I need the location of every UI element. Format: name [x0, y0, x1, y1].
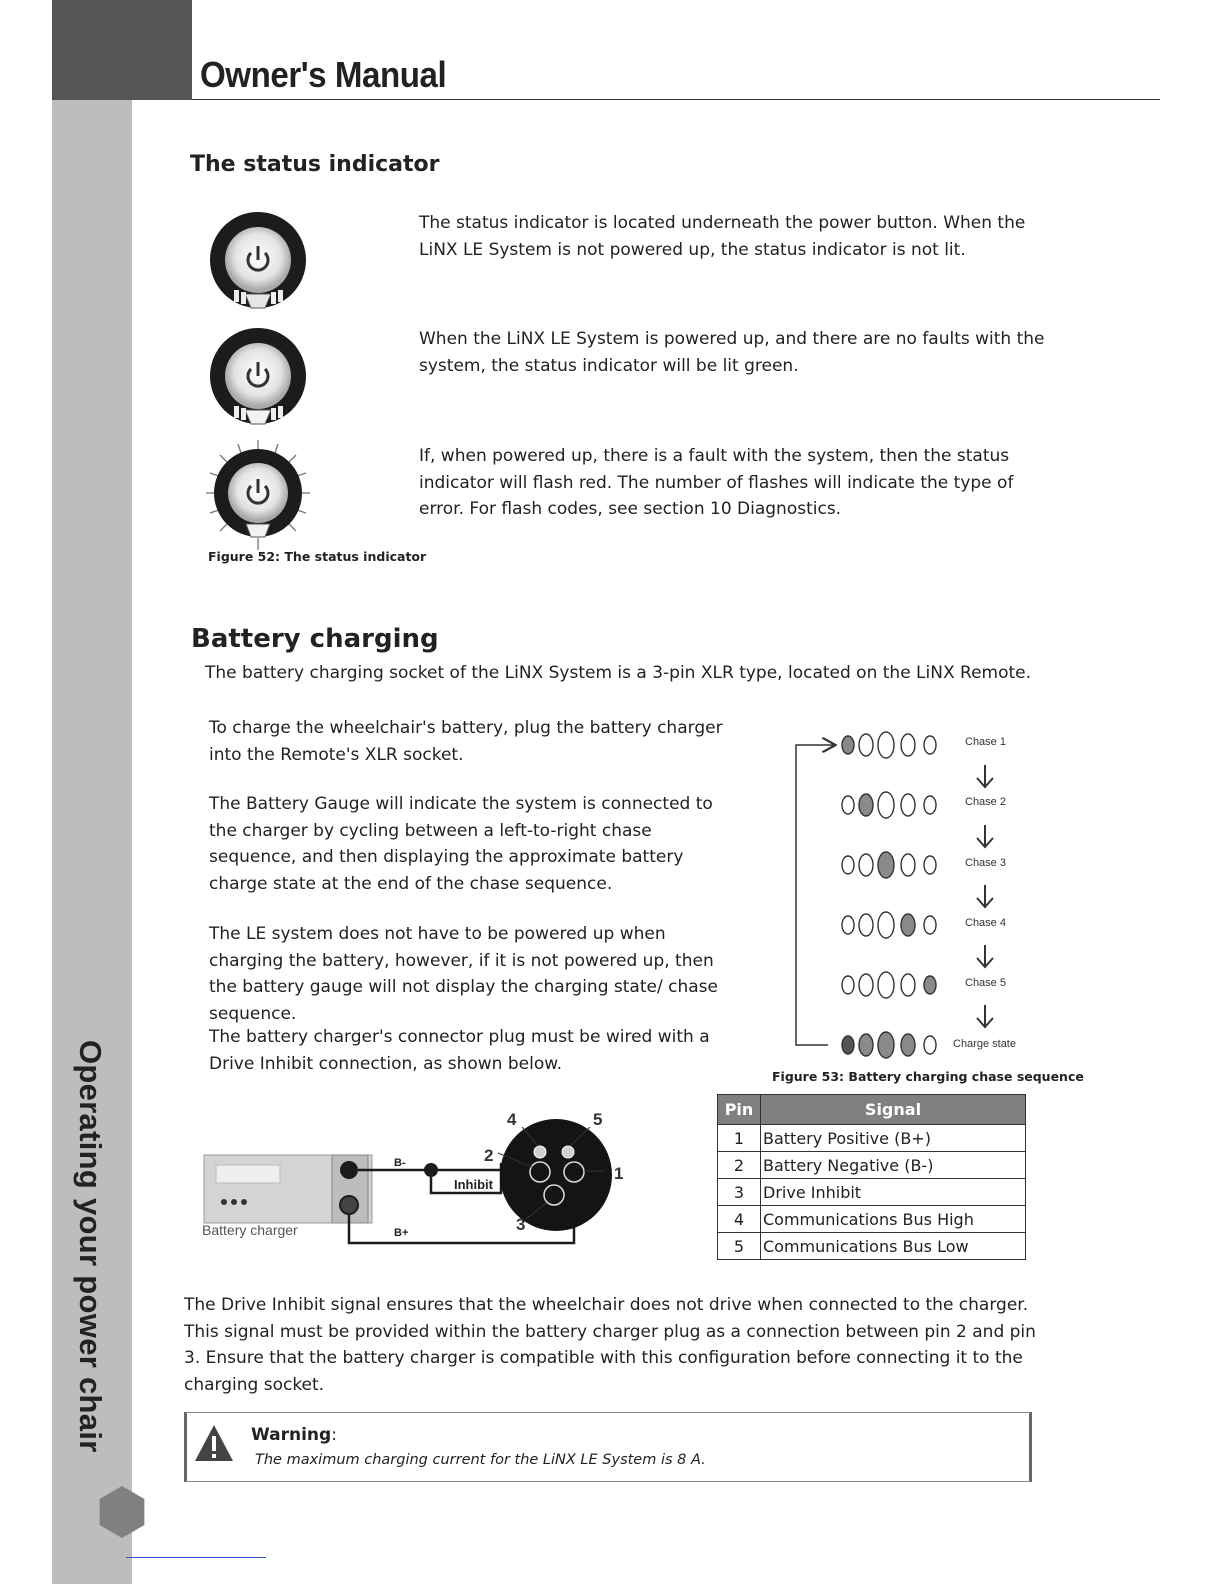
signal-cell: Communications Bus High	[761, 1206, 1026, 1233]
status-para-unlit: The status indicator is located underneath the power button. When the LiNX LE System is not powered up, the status indicator is not lit.	[419, 213, 1026, 260]
gauge-led	[901, 734, 915, 756]
drive-inhibit-para: The Drive Inhibit signal ensures that the wheelchair does not drive when connected to the charger. This signal must be provided within the battery charger plug as a connection between pin 2 and pin 3. Ensure that the battery charger is compatible with this configuration before connecting it to the charging socket.	[184, 1295, 1036, 1395]
gauge-led	[859, 914, 873, 936]
header-block	[52, 0, 192, 100]
gauge-led	[859, 854, 873, 876]
power-button-green-icon	[205, 324, 311, 434]
gauge-led	[901, 1034, 915, 1056]
pin-5-label: 5	[593, 1110, 603, 1129]
gauge-led	[878, 912, 894, 938]
signal-cell: Battery Negative (B-)	[761, 1152, 1026, 1179]
gauge-led	[878, 1032, 894, 1058]
gauge-led	[924, 976, 936, 994]
gauge-led	[878, 792, 894, 818]
gauge-led	[842, 736, 854, 754]
chase-4-label: Chase 4	[965, 917, 1006, 929]
warning-title-wrap	[251, 1425, 337, 1445]
gauge-led	[842, 796, 854, 814]
pin-1-label: 1	[614, 1164, 624, 1183]
charging-para-4: The battery charger's connector plug must be wired with a Drive Inhibit connection, as shown below.	[209, 1027, 710, 1074]
gauge-led	[842, 856, 854, 874]
power-button-unlit-icon	[205, 208, 311, 318]
table-row	[718, 1233, 1026, 1260]
signal-cell: Drive Inhibit	[761, 1179, 1026, 1206]
table-row	[718, 1206, 1026, 1233]
table-row	[718, 1152, 1026, 1179]
status-para-fault: If, when powered up, there is a fault with the system, then the status indicator will flash red. The number of flashes will indicate the type of error. For flash codes, see section 10 Diagnostics.	[419, 446, 1014, 519]
chase-3-label: Chase 3	[965, 857, 1006, 869]
pin-4-label: 4	[507, 1110, 517, 1129]
warning-title: Warning	[251, 1425, 332, 1445]
gauge-led	[924, 796, 936, 814]
table-row	[718, 1125, 1026, 1152]
down-arrow-icon	[977, 1005, 993, 1027]
charging-para-2: The Battery Gauge will indicate the system is connected to the charger by cycling between a left-to-right chase sequence, and then displaying the approximate battery charge state at the end of the chase sequence.	[209, 794, 713, 894]
pin-cell: 3	[718, 1179, 761, 1206]
gauge-led	[878, 732, 894, 758]
warning-triangle-icon	[193, 1423, 235, 1463]
gauge-led	[901, 854, 915, 876]
table-row	[718, 1179, 1026, 1206]
figure-52-caption: Figure 52: The status indicator	[208, 549, 427, 564]
gauge-led	[859, 1034, 873, 1056]
chase-5-label: Chase 5	[965, 977, 1006, 989]
warning-body: The maximum charging current for the LiNX LE System is 8 A.	[255, 1452, 706, 1468]
manual-title: Owner's Manual	[200, 54, 447, 95]
pin-cell: 4	[718, 1206, 761, 1233]
signal-cell: Communications Bus Low	[761, 1233, 1026, 1260]
pin-3-label: 3	[516, 1215, 526, 1234]
battery-charging-heading: Battery charging	[191, 624, 439, 654]
header-rule	[192, 99, 1160, 100]
status-indicator-heading: The status indicator	[190, 152, 440, 177]
pin-cell: 2	[718, 1152, 761, 1179]
down-arrow-icon	[977, 765, 993, 787]
charger-label: Battery charger	[202, 1222, 298, 1238]
gauge-led	[842, 976, 854, 994]
b-plus-label: B+	[394, 1227, 409, 1239]
pin-2-label: 2	[484, 1146, 494, 1165]
pin-cell: 5	[718, 1233, 761, 1260]
gauge-led	[924, 736, 936, 754]
pin-cell: 1	[718, 1125, 761, 1152]
power-button-flashing-icon	[202, 438, 314, 556]
table-header-row	[718, 1095, 1026, 1125]
charging-para-1: To charge the wheelchair's battery, plug the battery charger into the Remote's XLR socket.	[209, 718, 723, 765]
warning-box	[184, 1412, 1032, 1482]
status-para-green: When the LiNX LE System is powered up, and there are no faults with the system, the status indicator will be lit green.	[419, 329, 1045, 376]
charging-para-3: The LE system does not have to be powered up when charging the battery, however, if it is not powered up, then the battery gauge will not display the charging state/ chase sequence.	[209, 924, 718, 1024]
gauge-led	[859, 794, 873, 816]
gauge-led	[924, 916, 936, 934]
gauge-led	[859, 734, 873, 756]
down-arrow-icon	[977, 945, 993, 967]
chase-2-label: Chase 2	[965, 796, 1006, 808]
gauge-led	[842, 916, 854, 934]
gauge-led	[842, 1036, 854, 1054]
charge-state-label: Charge state	[953, 1038, 1016, 1050]
footer-link-line	[126, 1557, 266, 1558]
signal-cell: Battery Positive (B+)	[761, 1125, 1026, 1152]
gauge-led	[901, 974, 915, 996]
gauge-led	[859, 974, 873, 996]
warning-colon: :	[331, 1425, 337, 1445]
gauge-led	[924, 1036, 936, 1054]
down-arrow-icon	[977, 885, 993, 907]
pin-signal-table	[717, 1094, 1026, 1260]
battery-charging-intro: The battery charging socket of the LiNX System is a 3-pin XLR type, located on the LiNX Remote.	[205, 663, 1032, 683]
gauge-led	[901, 794, 915, 816]
inhibit-label: Inhibit	[454, 1177, 493, 1192]
section-side-label: Operating your power chair	[73, 1040, 108, 1453]
figure-53-caption: Figure 53: Battery charging chase sequence	[772, 1069, 1084, 1084]
gauge-led	[878, 972, 894, 998]
gauge-led	[924, 856, 936, 874]
gauge-led	[878, 852, 894, 878]
b-minus-label: B-	[394, 1157, 406, 1169]
signal-column-header: Signal	[761, 1095, 1026, 1125]
pin-column-header: Pin	[718, 1095, 761, 1125]
down-arrow-icon	[977, 825, 993, 847]
chase-1-label: Chase 1	[965, 736, 1006, 748]
gauge-led	[901, 914, 915, 936]
chase-sequence-diagram	[780, 720, 1060, 1065]
